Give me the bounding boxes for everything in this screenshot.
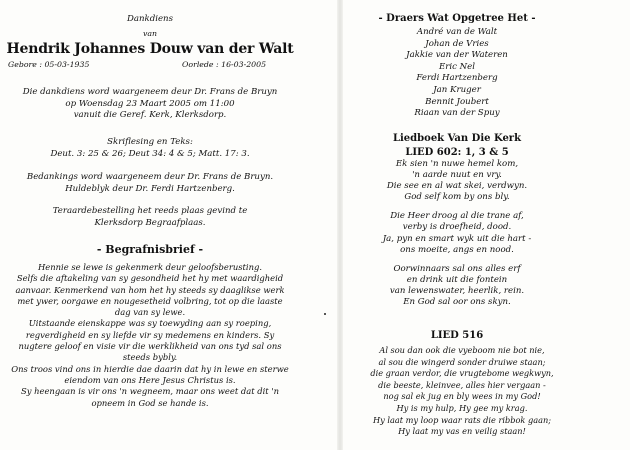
header-dankdiens: Dankdiens xyxy=(126,14,174,24)
lied602-title: LIED 602: 1, 3 & 5 xyxy=(405,147,509,158)
bearer-name: Jan Kruger xyxy=(433,84,481,95)
bearer-name: Jakkie van der Wateren xyxy=(406,50,508,61)
obituary-text xyxy=(0,262,300,409)
bearers-title: - Draers Wat Opgetree Het - xyxy=(378,13,536,24)
obituary-line: Hennie se lewe is gekenmerk deur geloofsberusting. xyxy=(37,262,263,272)
obituary-line: opneem in God se hande is. xyxy=(91,397,209,408)
birth-date: Gebore : 05-03-1935 xyxy=(8,60,90,69)
bearer-name: Eric Nel xyxy=(438,61,476,72)
verse-line: van lewenswater, heerlik, rein. xyxy=(389,285,525,296)
obituary-line: Ons troos vind ons in hierdie dae daarin dat hy in lewe en sterwe xyxy=(11,363,289,374)
verse-line: Die Heer droog al die trane af, xyxy=(390,211,524,222)
lied602-verses xyxy=(342,159,572,308)
verse-line: en drink uit die fontein xyxy=(406,274,508,285)
obituary-line: regverdigheid en sy liefde vir sy medemens en kinders. Sy xyxy=(25,329,275,340)
header-van: van xyxy=(142,29,158,38)
service-details xyxy=(0,87,300,122)
reading-title: Skriflesing en Teks: xyxy=(107,137,193,147)
verse-line: ons moeite, angs en nood. xyxy=(400,244,514,255)
bearer-name: Bennit Joubert xyxy=(425,96,489,107)
lied516-title: LIED 516 xyxy=(430,330,484,341)
verse-line: Hy laat my loop waar rats die ribbok gaan; xyxy=(373,414,551,425)
bearer-name: Ferdi Hartzenberg xyxy=(416,73,498,84)
thanks-block xyxy=(0,172,300,195)
verse-line: die graan verdor, die vrugtebome wegkwyn, xyxy=(370,368,554,379)
bearers-list xyxy=(342,27,572,120)
verse-line: 'n aarde nuut en vry. xyxy=(412,170,502,181)
scan-speck xyxy=(324,313,326,315)
verse-spacer xyxy=(342,256,572,264)
verse-line: nog sal ek jug en bly wees in my God! xyxy=(383,391,541,402)
verse-line: verby is droefheid, dood. xyxy=(402,222,512,233)
death-date: Oorlede : 16-03-2005 xyxy=(182,60,267,69)
verse-line: En God sal oor ons skyn. xyxy=(403,297,511,308)
verse-line: Die see en al wat skei, verdwyn. xyxy=(386,181,528,192)
verse-line: Oorwinnaars sal ons alles erf xyxy=(393,263,521,274)
thanks-line: Huldeblyk deur Dr. Ferdi Hartzenberg. xyxy=(65,183,235,194)
lied516-verses xyxy=(342,345,582,438)
service-line: vanuit die Geref. Kerk, Klerksdorp. xyxy=(73,110,227,120)
hymnbook-title: Liedboek Van Die Kerk xyxy=(392,133,522,144)
service-line: Die dankdiens word waargeneem deur Dr. Frans de Bruyn xyxy=(22,87,278,97)
obituary-line: met ywer, oorgawe en nougesetheid volbring, tot op die laaste xyxy=(17,295,283,306)
obituary-line: dag van sy lewe. xyxy=(114,307,186,318)
verse-line: die beeste, kleinvee, alles hier vergaan - xyxy=(378,379,546,390)
reading-text: Deut. 3: 25 & 26; Deut 34: 4 & 5; Matt. 17: 3. xyxy=(50,149,250,159)
obituary-line: eiendom van ons Here Jesus Christus is. xyxy=(64,374,236,385)
obituary-line: nugtere geloof en visie vir die werklikheid van ons tyd sal ons xyxy=(18,341,282,352)
obituary-line: aanvaar. Kenmerkend van hom het hy steeds sy daaglikse werk xyxy=(15,284,285,295)
right-page xyxy=(342,0,630,450)
obituary-line: steeds bybly. xyxy=(122,352,178,363)
burial-line: Teraardebestelling het reeds plaas gevind te xyxy=(52,206,248,216)
verse-line: Al sou dan ook die vyeboom nie bot nie, xyxy=(379,345,545,355)
burial-line: Klerksdorp Begraafplaas. xyxy=(94,217,206,228)
service-line: op Woensdag 23 Maart 2005 om 11:00 xyxy=(65,98,235,109)
verse-line: Ja, pyn en smart wyk uit die hart - xyxy=(382,233,532,244)
deceased-name: Hendrik Johannes Douw van der Walt xyxy=(6,41,294,57)
bearer-name: André van de Walt xyxy=(416,27,498,37)
verse-spacer xyxy=(342,203,572,211)
thanks-line: Bedankings word waargeneem deur Dr. Frans de Bruyn. xyxy=(26,172,274,182)
obituary-title: - Begrafnisbrief - xyxy=(96,243,204,256)
obituary-line: Selfs die aftakeling van sy gesondheid het hy met waardigheid xyxy=(16,273,284,284)
verse-line: al sou die wingerd sonder druiwe staan; xyxy=(378,356,546,367)
burial-block xyxy=(0,206,300,229)
verse-line: Ek sien 'n nuwe hemel kom, xyxy=(395,159,519,169)
obituary-line: Sy heengaan is vir ons 'n wegneem, maar ons weet dat dit 'n xyxy=(20,386,279,397)
obituary-line: Uitstaande eienskappe was sy toewyding aan sy roeping, xyxy=(28,318,272,329)
verse-line: Hy is my hulp, Hy gee my krag. xyxy=(396,402,528,413)
bearer-name: Riaan van der Spuy xyxy=(414,108,500,119)
verse-line: Hy laat my vas en veilig staan! xyxy=(398,426,526,437)
verse-line: God self kom by ons bly. xyxy=(404,192,510,203)
bearer-name: Johan de Vries xyxy=(425,38,489,49)
